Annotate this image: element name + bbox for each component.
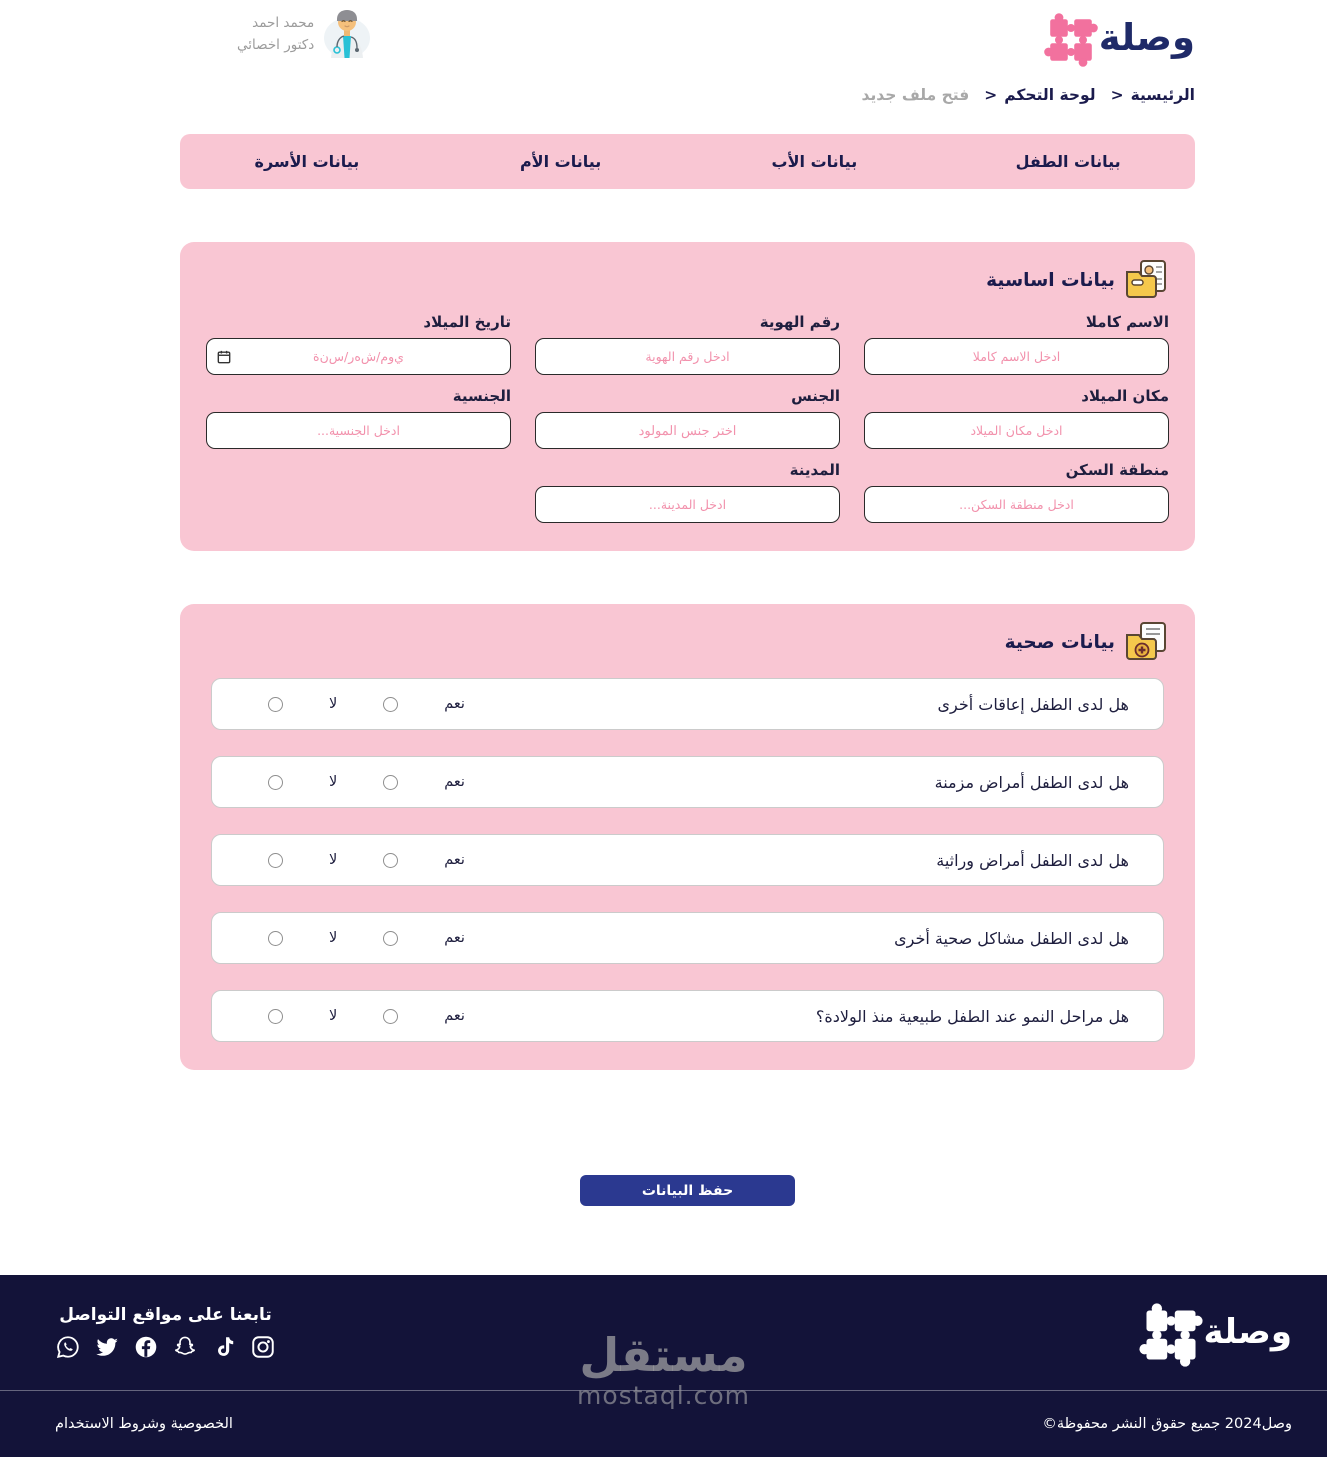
site-logo[interactable] (1043, 8, 1195, 68)
watermark-arabic: مستقل (579, 1328, 748, 1382)
nationality-input[interactable] (206, 412, 511, 449)
health-data-section (180, 604, 1195, 1070)
radio-no[interactable] (268, 1009, 283, 1024)
question-label: هل لدى الطفل مشاكل صحية أخرى (894, 928, 1129, 948)
snapchat-icon (172, 1334, 198, 1360)
radio-no[interactable] (268, 853, 283, 868)
basic-section-title: بيانات اساسية (986, 269, 1115, 291)
calendar-icon[interactable] (217, 350, 231, 364)
whatsapp-link[interactable] (55, 1334, 81, 1360)
facebook-icon (133, 1334, 159, 1360)
no-label: لا (329, 852, 338, 868)
yes-no-options (268, 696, 465, 712)
field-full-name (864, 313, 1169, 375)
id-number-label: رقم الهوية (759, 313, 840, 331)
field-residence-area (864, 461, 1169, 523)
radio-no[interactable] (268, 775, 283, 790)
basic-form (206, 313, 1169, 523)
health-section-header (206, 621, 1169, 663)
breadcrumb-current-label: فتح ملف جديد (861, 86, 970, 104)
id-number-input[interactable] (535, 338, 840, 375)
tab-mother-data[interactable]: بيانات الأم (519, 152, 602, 171)
radio-no[interactable] (268, 931, 283, 946)
breadcrumb-home-label: الرئيسية (1130, 86, 1195, 104)
user-info (237, 8, 371, 60)
question-label: هل لدى الطفل إعاقات أخرى (937, 694, 1129, 714)
yes-no-options (268, 1008, 465, 1024)
question-row (211, 834, 1164, 886)
breadcrumb-home[interactable] (1111, 86, 1195, 104)
field-nationality (206, 387, 511, 449)
radio-yes[interactable] (383, 931, 398, 946)
birth-place-label: مكان الميلاد (1081, 387, 1169, 405)
field-birth-date (206, 313, 511, 375)
footer-logo-text: وصلة (1203, 1312, 1292, 1353)
breadcrumb (180, 86, 1195, 104)
birth-date-input[interactable] (206, 338, 511, 375)
question-label: هل لدى الطفل أمراض وراثية (936, 850, 1129, 870)
question-row (211, 678, 1164, 730)
gender-label: الجنس (791, 387, 840, 405)
save-button[interactable]: حفظ البيانات (580, 1175, 795, 1206)
radio-no[interactable] (268, 697, 283, 712)
question-label: هل لدى الطفل أمراض مزمنة (934, 772, 1129, 792)
radio-yes[interactable] (383, 697, 398, 712)
user-role: دكتور اخصائي (237, 37, 315, 54)
residence-area-input[interactable] (864, 486, 1169, 523)
watermark-domain: mostaql.com (577, 1380, 750, 1410)
tab-bar (180, 134, 1195, 189)
instagram-link[interactable] (250, 1334, 276, 1360)
twitter-icon (94, 1334, 120, 1360)
radio-yes[interactable] (383, 775, 398, 790)
no-label: لا (329, 774, 338, 790)
puzzle-logo-icon (1138, 1302, 1204, 1368)
full-name-label: الاسم كاملا (1085, 313, 1169, 331)
footer-logo[interactable] (1138, 1298, 1293, 1368)
puzzle-logo-icon (1043, 12, 1099, 68)
tab-father-data[interactable]: بيانات الأب (771, 152, 858, 171)
chevron-icon: > (984, 86, 998, 104)
breadcrumb-dashboard-label: لوحة التحكم (1004, 86, 1096, 104)
full-name-input[interactable] (864, 338, 1169, 375)
yes-no-options (268, 930, 465, 946)
birth-date-label: تاريخ الميلاد (423, 313, 511, 331)
folder-document-icon (1125, 259, 1169, 301)
yes-label: نعم (444, 774, 465, 790)
whatsapp-icon (55, 1334, 81, 1360)
footer (0, 1275, 1327, 1457)
breadcrumb-dashboard[interactable] (984, 86, 1095, 104)
radio-yes[interactable] (383, 1009, 398, 1024)
gender-select[interactable] (535, 412, 840, 449)
no-label: لا (329, 696, 338, 712)
copyright-text: وصل2024 جميع حقوق النشر محفوظة© (1042, 1416, 1292, 1432)
question-row (211, 912, 1164, 964)
instagram-icon (250, 1334, 276, 1360)
chevron-icon: > (1110, 86, 1124, 104)
basic-data-section (180, 242, 1195, 551)
field-gender (535, 387, 840, 449)
footer-bottom-bar (0, 1390, 1327, 1457)
question-row (211, 990, 1164, 1042)
question-label: هل مراحل النمو عند الطفل طبيعية منذ الولادة؟ (815, 1006, 1129, 1026)
city-label: المدينة (789, 461, 840, 479)
follow-us-title: تابعنا على مواقع التواصل (59, 1305, 272, 1325)
question-row (211, 756, 1164, 808)
yes-no-options (268, 852, 465, 868)
twitter-link[interactable] (94, 1334, 120, 1360)
basic-section-header (206, 259, 1169, 301)
folder-medical-icon (1125, 621, 1169, 663)
social-icons (55, 1334, 276, 1360)
privacy-terms-link[interactable]: الخصوصية وشروط الاستخدام (55, 1416, 233, 1432)
tiktok-icon (211, 1334, 237, 1360)
yes-label: نعم (444, 852, 465, 868)
snapchat-link[interactable] (172, 1334, 198, 1360)
field-id-number (535, 313, 840, 375)
field-city (535, 461, 840, 523)
birth-place-input[interactable] (864, 412, 1169, 449)
tab-child-data[interactable]: بيانات الطفل (1015, 152, 1121, 171)
logo-text: وصلة (1098, 15, 1195, 59)
yes-label: نعم (444, 696, 465, 712)
nationality-label: الجنسية (452, 387, 511, 405)
no-label: لا (329, 1008, 338, 1024)
health-section-title: بيانات صحية (1004, 631, 1115, 653)
tab-family-data[interactable]: بيانات الأسرة (254, 152, 360, 171)
social-block (55, 1305, 276, 1360)
no-label: لا (329, 930, 338, 946)
yes-label: نعم (444, 1008, 465, 1024)
tiktok-link[interactable] (211, 1334, 237, 1360)
user-name: محمد احمد (252, 15, 315, 31)
residence-area-label: منطقة السكن (1065, 461, 1169, 479)
breadcrumb-current (862, 86, 970, 104)
field-birth-place (864, 387, 1169, 449)
radio-yes[interactable] (383, 853, 398, 868)
yes-label: نعم (444, 930, 465, 946)
city-input[interactable] (535, 486, 840, 523)
doctor-avatar (323, 8, 371, 60)
facebook-link[interactable] (133, 1334, 159, 1360)
yes-no-options (268, 774, 465, 790)
